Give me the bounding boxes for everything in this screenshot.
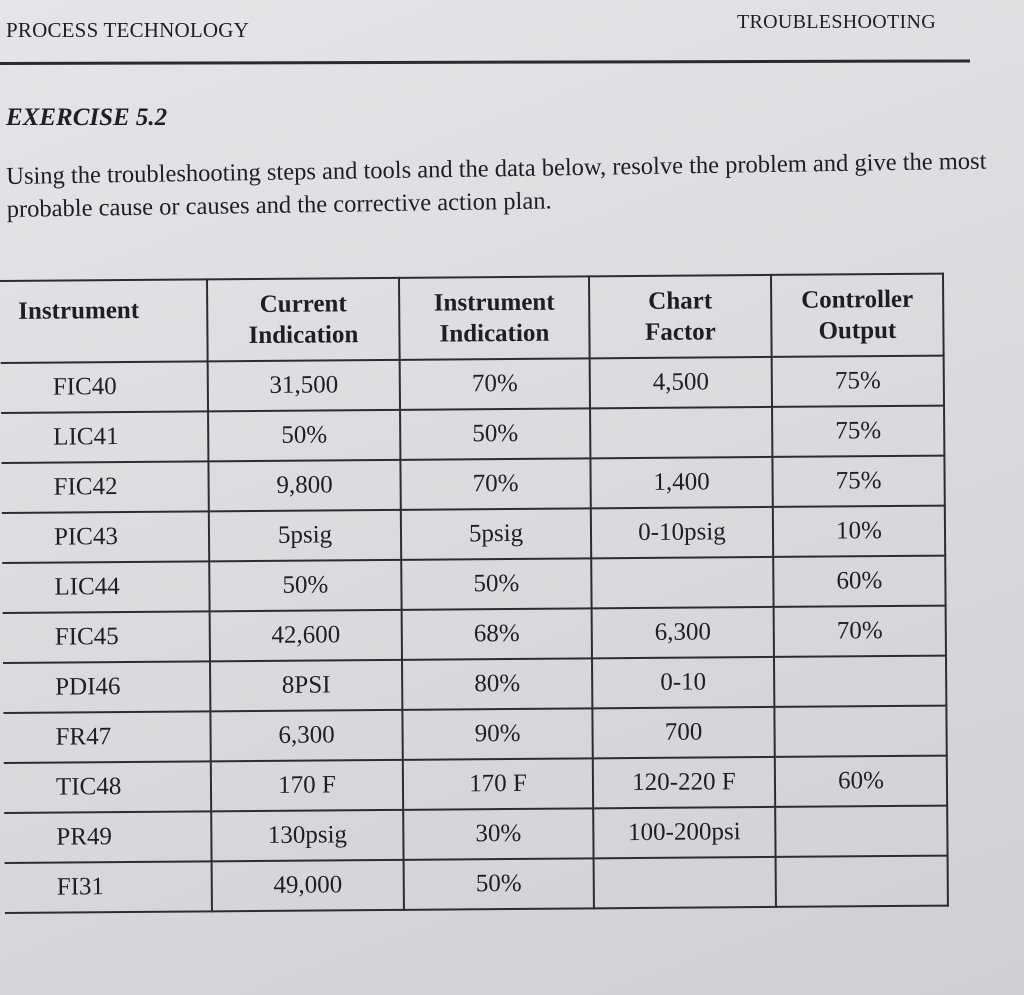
instrument-cell: TIC48 <box>4 761 211 813</box>
controller-output-cell: 75% <box>772 456 944 507</box>
controller-output-cell: 10% <box>773 506 945 557</box>
table-row <box>3 656 946 713</box>
table-row <box>4 806 947 863</box>
controller-output-cell: 75% <box>772 406 944 457</box>
instrument-indication-cell: 50% <box>404 858 594 909</box>
current-indication-cell: 8PSI <box>210 660 402 712</box>
instrument-indication-cell: 70% <box>400 358 590 409</box>
controller-output-cell <box>775 806 947 857</box>
instrument-cell: PDI46 <box>3 661 210 713</box>
current-indication-cell: 50% <box>208 410 400 462</box>
table-row <box>1 406 944 463</box>
controller-output-cell: 75% <box>772 356 944 407</box>
chart-factor-cell: 700 <box>592 707 774 758</box>
exercise-title: EXERCISE 5.2 <box>6 104 168 131</box>
table-row <box>5 856 948 913</box>
controller-output-cell <box>774 656 946 707</box>
header-instrument: Instrument <box>0 279 208 363</box>
instrument-cell: LIC44 <box>2 561 209 613</box>
instrument-indication-cell: 68% <box>402 608 592 659</box>
current-indication-cell: 42,600 <box>210 610 402 662</box>
chart-factor-cell: 1,400 <box>590 457 772 508</box>
instrument-indication-cell: 90% <box>402 708 592 759</box>
current-indication-cell: 49,000 <box>212 860 404 912</box>
instrument-cell: LIC41 <box>1 411 208 463</box>
instrument-data-table <box>0 273 949 914</box>
current-indication-cell: 5psig <box>209 510 401 562</box>
current-indication-cell: 31,500 <box>208 360 400 412</box>
table-row <box>3 706 946 763</box>
chart-factor-cell: 6,300 <box>592 607 774 658</box>
table-row <box>2 556 945 613</box>
instrument-cell: PR49 <box>4 811 211 863</box>
current-indication-cell: 6,300 <box>210 710 402 762</box>
current-indication-cell: 170 F <box>211 760 403 812</box>
header-controller-output: Controller Output <box>771 274 944 357</box>
controller-output-cell <box>774 706 946 757</box>
instrument-indication-cell: 70% <box>400 458 590 509</box>
chart-factor-cell: 100-200psi <box>593 807 775 858</box>
instrument-indication-cell: 50% <box>401 558 591 609</box>
instrument-cell: PIC43 <box>2 511 209 563</box>
running-header-right: TROUBLESHOOTING <box>737 11 936 33</box>
instrument-cell: FR47 <box>3 711 210 763</box>
current-indication-cell: 130psig <box>211 810 403 862</box>
instrument-cell: FIC42 <box>1 461 208 513</box>
controller-output-cell: 70% <box>774 606 946 657</box>
header-chart-factor: Chart Factor <box>589 275 772 358</box>
instrument-indication-cell: 80% <box>402 658 592 709</box>
instrument-indication-cell: 170 F <box>403 758 593 809</box>
instrument-cell: FIC40 <box>1 361 208 413</box>
table-header-row <box>0 274 944 363</box>
running-header-left: PROCESS TECHNOLOGY <box>6 18 249 42</box>
controller-output-cell <box>776 856 948 907</box>
table-row <box>1 356 944 413</box>
instrument-indication-cell: 50% <box>400 408 590 459</box>
instrument-cell: FIC45 <box>3 611 210 663</box>
exercise-instructions: Using the troubleshooting steps and tools and the data below, resolve the problem and give the most probable cause or causes and the corrective action plan. <box>6 147 987 223</box>
chart-factor-cell <box>594 857 776 908</box>
chart-factor-cell <box>590 407 772 458</box>
table-body <box>1 356 948 913</box>
current-indication-cell: 9,800 <box>208 460 400 512</box>
instrument-indication-cell: 5psig <box>401 508 591 559</box>
instrument-table-wrapper <box>0 273 949 914</box>
chart-factor-cell <box>591 557 773 608</box>
controller-output-cell: 60% <box>775 756 947 807</box>
table-row <box>4 756 947 813</box>
header-divider <box>0 59 970 65</box>
table-row <box>2 506 945 563</box>
header-current-indication: Current Indication <box>207 278 400 362</box>
chart-factor-cell: 4,500 <box>590 357 772 408</box>
chart-factor-cell: 0-10 <box>592 657 774 708</box>
current-indication-cell: 50% <box>209 560 401 612</box>
chart-factor-cell: 0-10psig <box>591 507 773 558</box>
chart-factor-cell: 120-220 F <box>593 757 775 808</box>
table-row <box>1 456 944 513</box>
instrument-indication-cell: 30% <box>403 808 593 859</box>
instrument-cell: FI31 <box>5 861 212 913</box>
header-instrument-indication: Instrument Indication <box>399 276 590 359</box>
table-row <box>3 606 946 663</box>
controller-output-cell: 60% <box>773 556 945 607</box>
